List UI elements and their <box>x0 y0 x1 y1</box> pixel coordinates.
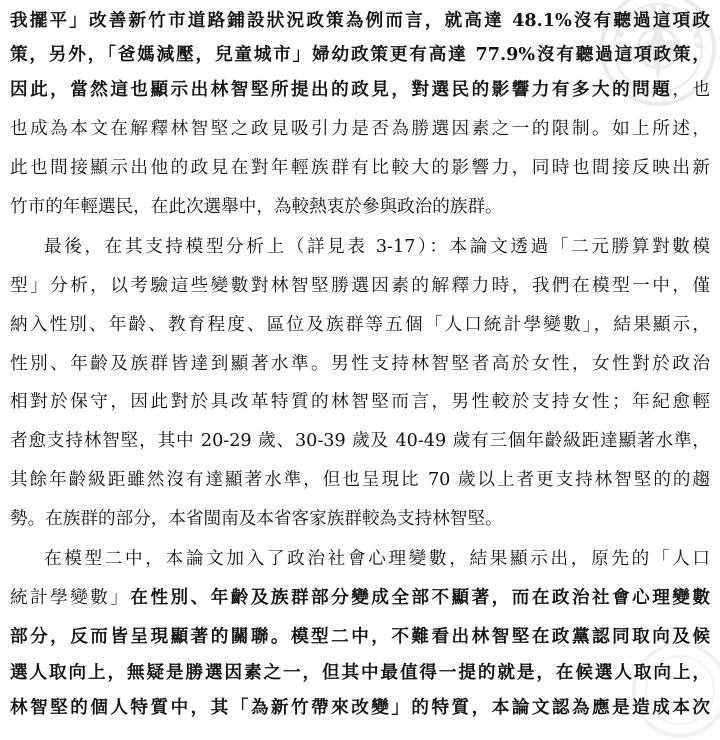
text-segment: 其餘年齡級距雖然沒有達顯著水準，但也呈現比 70 歲以上者更支持林智堅的的趨 <box>10 470 710 490</box>
text-line-19 <box>10 689 710 727</box>
text-segment: ，也 <box>672 80 710 100</box>
text-line-3 <box>10 71 710 109</box>
text-line-4 <box>10 110 710 148</box>
text-segment: 者愈支持林智堅，其中 20-29 歲、30-39 歲及 40-49 歲有三個年齡級距達顯著水準， <box>10 431 710 451</box>
text-segment: 林智堅的個人特質中，其「為新竹帶來改變」的特質，本論文認為應是造成本次 <box>10 697 710 718</box>
text-line-15 <box>44 540 710 578</box>
text-segment: 在性別、年齡及族群部分變成全部不顯著，而在政治社會心理變數 <box>130 587 710 608</box>
text-segment: 也成為本文在解釋林智堅之政見吸引力是否為勝選因素之一的限制。如上所述， <box>10 119 710 139</box>
text-line-6 <box>10 188 710 226</box>
text-line-5 <box>10 149 710 187</box>
text-segment: 相對於保守，因此對於具改革特質的林智堅而言，男性較於支持女性；年紀愈輕 <box>10 392 710 412</box>
text-segment: 性別、年齡及族群皆達到顯著水準。男性支持林智堅者高於女性，女性對於政治 <box>10 354 710 374</box>
text-segment: 型」分析，以考驗這些變數對林智堅勝選因素的解釋力時，我們在模型一中，僅 <box>10 276 710 296</box>
text-segment: 勢。在族群的部分，本省閩南及本省客家族群較為支持林智堅。 <box>10 509 503 529</box>
text-line-7 <box>44 228 710 266</box>
text-line-8 <box>10 267 710 305</box>
text-segment: 選人取向上，無疑是勝選因素之一，但其中最值得一提的就是，在候選人取向上， <box>10 662 710 683</box>
text-segment: 此也間接顯示出他的政見在對年輕族群有比較大的影響力，同時也間接反映出新 <box>10 158 710 178</box>
text-line-2 <box>10 36 710 74</box>
text-segment: 最後，在其支持模型分析上（詳見表 3-17）：本論文透過「二元勝算對數模 <box>44 237 710 257</box>
text-segment: 策，另外，「爸媽減壓，兒童城市」婦幼政策更有高達 77.9%沒有聽過這項政策， <box>10 44 710 65</box>
text-line-9 <box>10 306 710 344</box>
text-line-1 <box>10 2 710 40</box>
text-segment: 納入性別、年齡、教育程度、區位及族群等五個「人口統計學變數」，結果顯示， <box>10 315 710 335</box>
text-segment: 在模型二中，本論文加入了政治社會心理變數，結果顯示出，原先的「人口 <box>44 549 710 569</box>
text-line-18 <box>10 654 710 692</box>
text-segment: 因此，當然這也顯示出林智堅所提出的政見，對選民的影響力有多大的問題 <box>10 79 673 100</box>
text-line-12 <box>10 422 710 460</box>
text-line-14 <box>10 500 710 538</box>
text-segment: 竹市的年輕選民，在此次選舉中，為較熱衷於參與政治的族群。 <box>10 197 503 217</box>
text-line-17 <box>10 618 710 656</box>
text-line-16 <box>10 579 710 617</box>
text-line-10 <box>10 345 710 383</box>
text-segment: 部分，反而皆呈現顯著的關聯。模型二中，不難看出林智堅在政黨認同取向及候 <box>10 626 710 647</box>
text-segment: 統計學變數」 <box>10 588 131 608</box>
text-line-13 <box>10 461 710 499</box>
text-segment: 我擺平」改善新竹市道路鋪設狀況政策為例而言，就高達 48.1%沒有聽過這項政 <box>10 10 710 31</box>
text-line-11 <box>10 383 710 421</box>
